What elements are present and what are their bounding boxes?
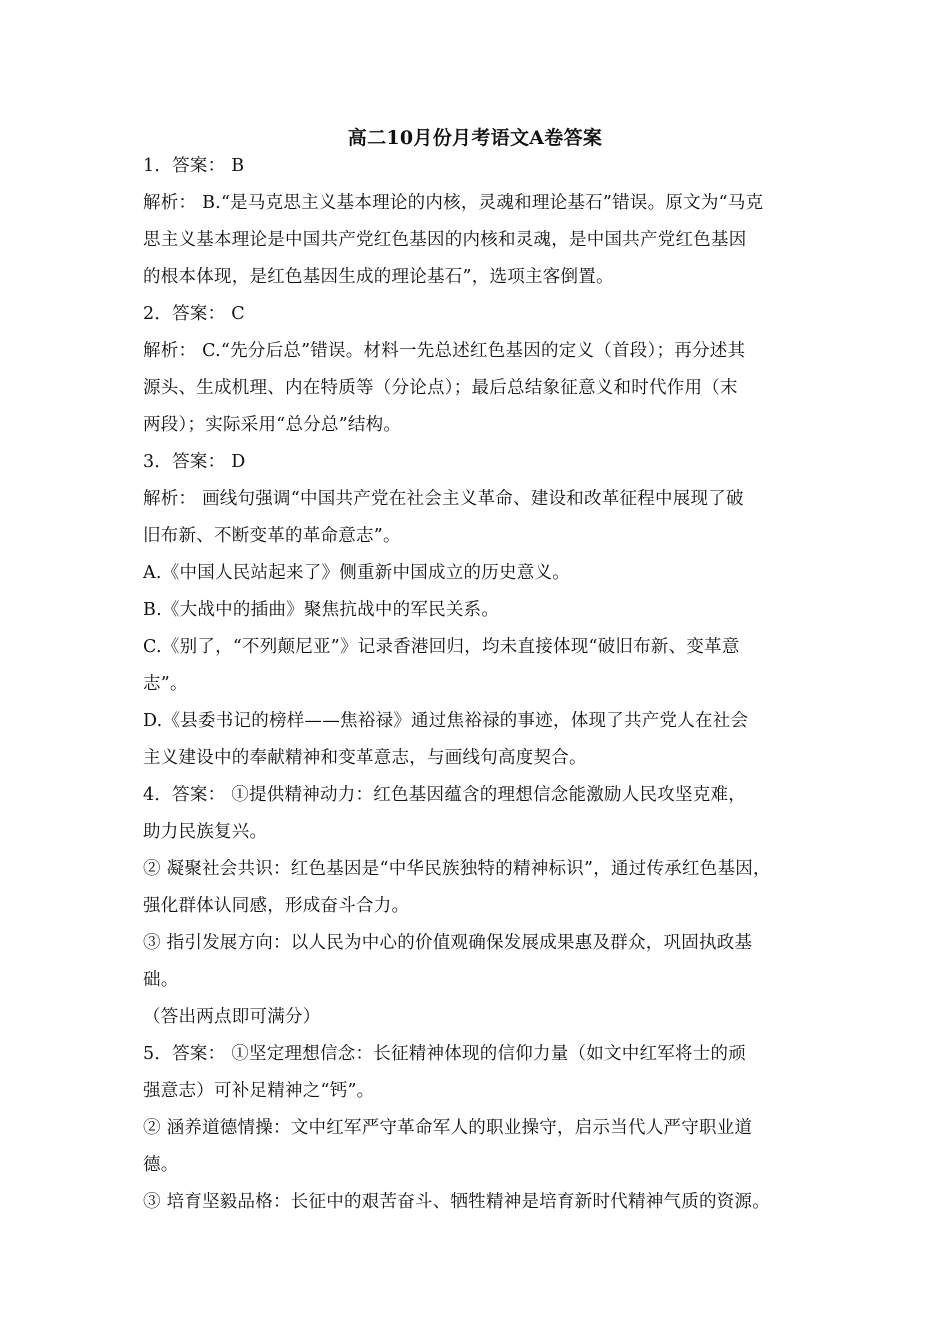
answer-body — [143, 148, 823, 1221]
answer-2-analysis-line: 解析： C.“先分后总”错误。材料一先总述红色基因的定义（首段）；再分述其 — [143, 341, 746, 361]
answer-5-point-1: 5．答案： ①坚定理想信念：长征精神体现的信仰力量（如文中红军将士的顽 — [143, 1044, 746, 1064]
answer-3-label: 3．答案： D — [143, 452, 246, 472]
answer-1-label: 1．答案： B — [143, 156, 245, 176]
answer-5-point-2: 德。 — [143, 1155, 179, 1175]
answer-3-option-d: D.《县委书记的榜样——焦裕禄》通过焦裕禄的事迹，体现了共产党人在社会 — [143, 711, 749, 731]
answer-4-point-2: ② 凝聚社会共识：红色基因是“中华民族独特的精神标识”，通过传承红色基因， — [143, 859, 771, 879]
answer-4-point-1: 4．答案： ①提供精神动力：红色基因蕴含的理想信念能激励人民攻坚克难， — [143, 785, 746, 805]
answer-4-point-3: ③ 指引发展方向：以人民为中心的价值观确保发展成果惠及群众，巩固执政基 — [143, 933, 753, 953]
answer-2-label: 2．答案： C — [143, 304, 245, 324]
answer-2-analysis-line: 源头、生成机理、内在特质等（分论点）；最后总结象征意义和时代作用（末 — [143, 378, 738, 398]
answer-5-point-1: 强意志）可补足精神之“钙”。 — [143, 1081, 375, 1101]
answer-4-scoring-note: （答出两点即可满分） — [143, 1007, 321, 1027]
answer-1-analysis-line: 思主义基本理论是中国共产党红色基因的内核和灵魂，是中国共产党红色基因 — [143, 230, 747, 250]
answer-3-option-b: B.《大战中的插曲》聚焦抗战中的军民关系。 — [143, 600, 500, 620]
answer-3-analysis-line: 旧布新、不断变革的革命意志”。 — [143, 526, 401, 546]
answer-3-option-c: C.《别了，“不列颠尼亚”》记录香港回归，均未直接体现“破旧布新、变革意 — [143, 637, 740, 657]
answer-3-option-a: A.《中国人民站起来了》侧重新中国成立的历史意义。 — [143, 563, 570, 583]
answer-2-analysis-line: 两段）；实际采用“总分总”结构。 — [143, 415, 402, 435]
answer-4-point-1: 助力民族复兴。 — [143, 822, 268, 842]
answer-4-point-3: 础。 — [143, 970, 179, 990]
answer-3-option-c: 志”。 — [143, 674, 188, 694]
document-title: 高二10月份月考语文A卷答案 — [347, 127, 603, 149]
answer-1-analysis-line: 解析： B.“是马克思主义基本理论的内核，灵魂和理论基石”错误。原文为“马克 — [143, 193, 764, 213]
answer-3-analysis-line: 解析： 画线句强调“中国共产党在社会主义革命、建设和改革征程中展现了破 — [143, 489, 744, 509]
answer-3-option-d: 主义建设中的奉献精神和变革意志，与画线句高度契合。 — [143, 748, 587, 768]
answer-1-analysis-line: 的根本体现，是红色基因生成的理论基石”，选项主客倒置。 — [143, 267, 614, 287]
answer-5-point-3: ③ 培育坚毅品格：长征中的艰苦奋斗、牺牲精神是培育新时代精神气质的资源。 — [143, 1192, 771, 1212]
answer-5-point-2: ② 涵养道德情操：文中红军严守革命军人的职业操守，启示当代人严守职业道 — [143, 1118, 753, 1138]
answer-4-point-2: 强化群体认同感，形成奋斗合力。 — [143, 896, 410, 916]
